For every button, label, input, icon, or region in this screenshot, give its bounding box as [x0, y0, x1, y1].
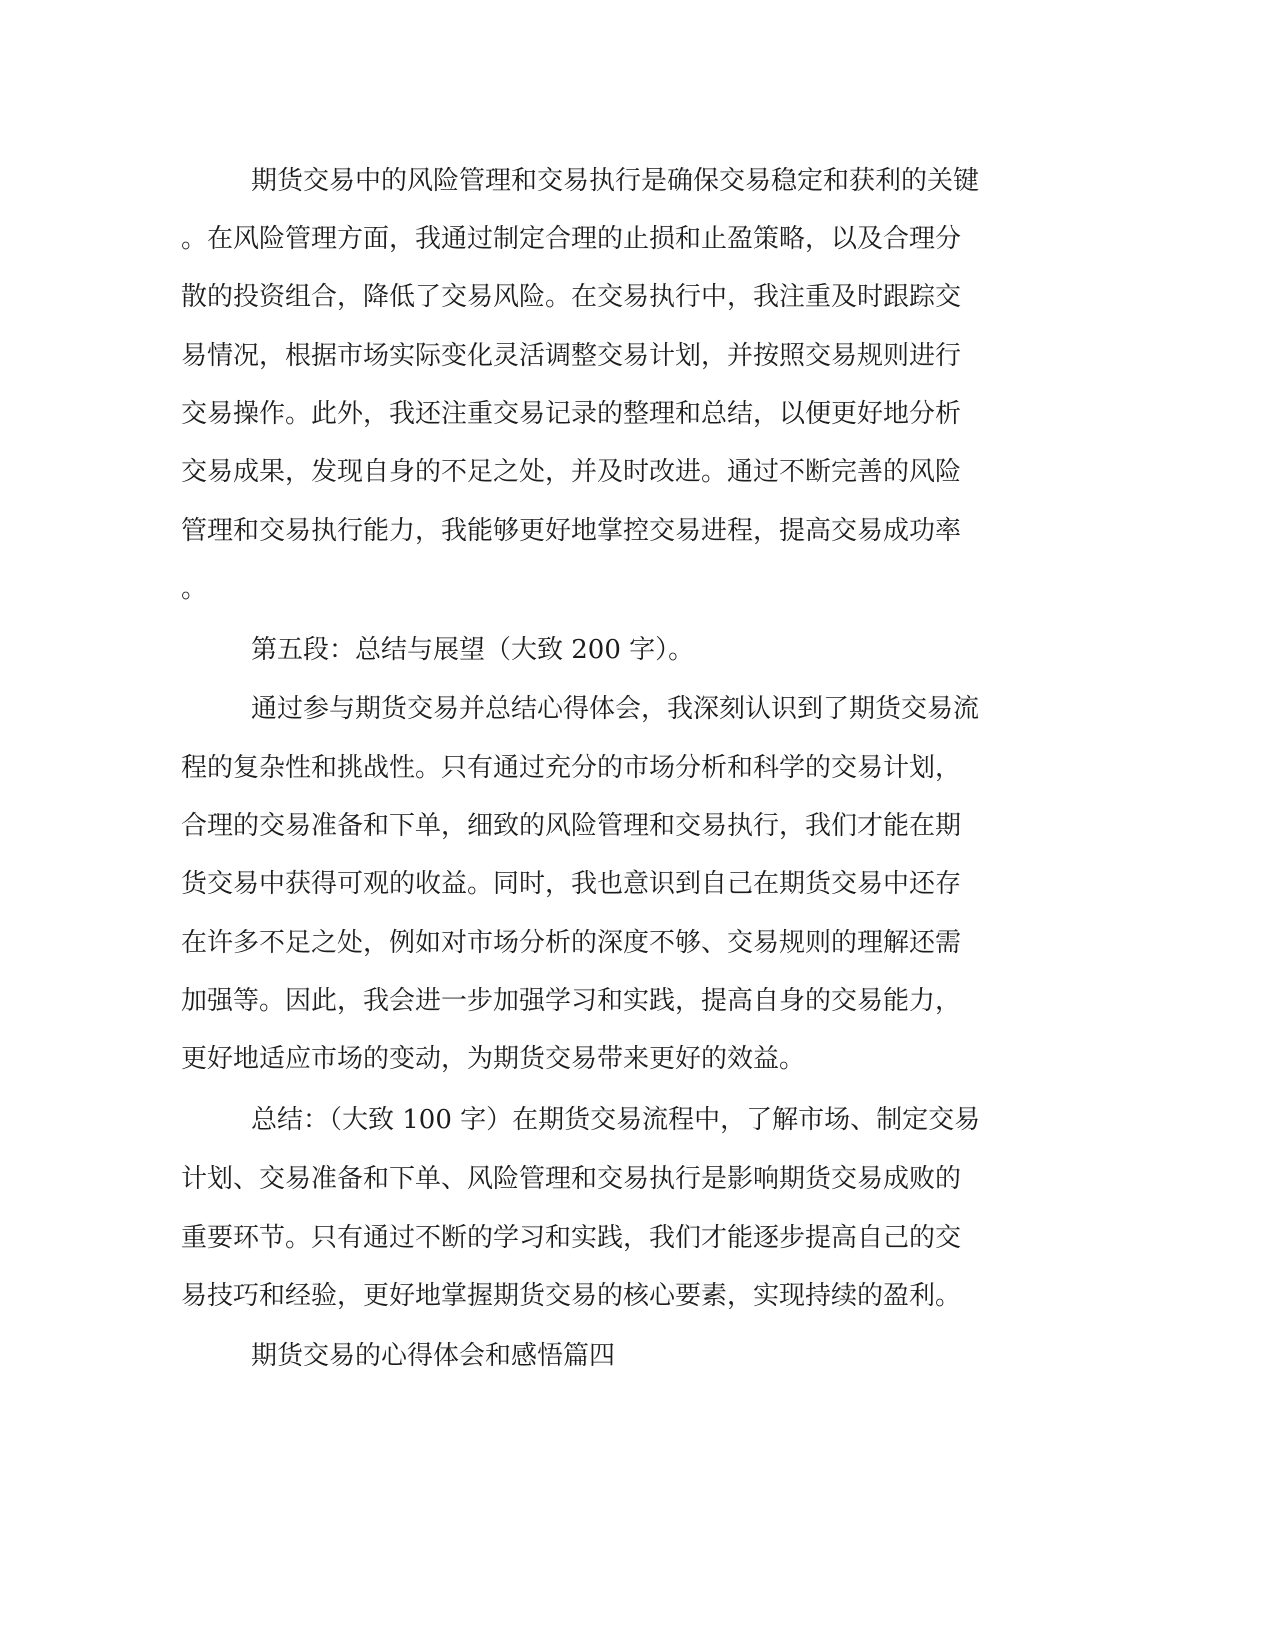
paragraph-line: 货交易中获得可观的收益。同时，我也意识到自己在期货交易中还存 [181, 869, 962, 899]
paragraph-line: 易技巧和经验，更好地掌握期货交易的核心要素，实现持续的盈利。 [181, 1281, 962, 1311]
section-title: 期货交易的心得体会和感悟篇四 [251, 1341, 616, 1371]
paragraph-line: 程的复杂性和挑战性。只有通过充分的市场分析和科学的交易计划， [181, 753, 962, 783]
paragraph-line: 期货交易中的风险管理和交易执行是确保交易稳定和获利的关键 [251, 166, 980, 196]
paragraph-line: 易情况，根据市场实际变化灵活调整交易计划，并按照交易规则进行 [181, 341, 962, 371]
paragraph-line: 。在风险管理方面，我通过制定合理的止损和止盈策略，以及合理分 [181, 224, 962, 254]
paragraph-line: 交易成果，发现自身的不足之处，并及时改进。通过不断完善的风险 [181, 457, 962, 487]
paragraph-line: 管理和交易执行能力，我能够更好地掌控交易进程，提高交易成功率 [181, 516, 962, 546]
paragraph-line: 交易操作。此外，我还注重交易记录的整理和总结，以便更好地分析 [181, 399, 962, 429]
paragraph-line: 重要环节。只有通过不断的学习和实践，我们才能逐步提高自己的交 [181, 1223, 962, 1253]
paragraph-line: 加强等。因此，我会进一步加强学习和实践，提高自身的交易能力， [181, 986, 962, 1016]
summary-line: 总结：（大致 100 字）在期货交易流程中，了解市场、制定交易 [251, 1105, 981, 1135]
paragraph-line: 通过参与期货交易并总结心得体会，我深刻认识到了期货交易流 [251, 694, 980, 724]
paragraph-line: 在许多不足之处，例如对市场分析的深度不够、交易规则的理解还需 [181, 928, 962, 958]
section-heading: 第五段：总结与展望（大致 200 字）。 [251, 635, 695, 665]
paragraph-line: 合理的交易准备和下单，细致的风险管理和交易执行，我们才能在期 [181, 811, 962, 841]
paragraph-line: 。 [181, 574, 208, 604]
paragraph-line: 计划、交易准备和下单、风险管理和交易执行是影响期货交易成败的 [181, 1164, 962, 1194]
paragraph-line: 更好地适应市场的变动，为期货交易带来更好的效益。 [181, 1044, 806, 1074]
paragraph-line: 散的投资组合，降低了交易风险。在交易执行中，我注重及时跟踪交 [181, 282, 962, 312]
